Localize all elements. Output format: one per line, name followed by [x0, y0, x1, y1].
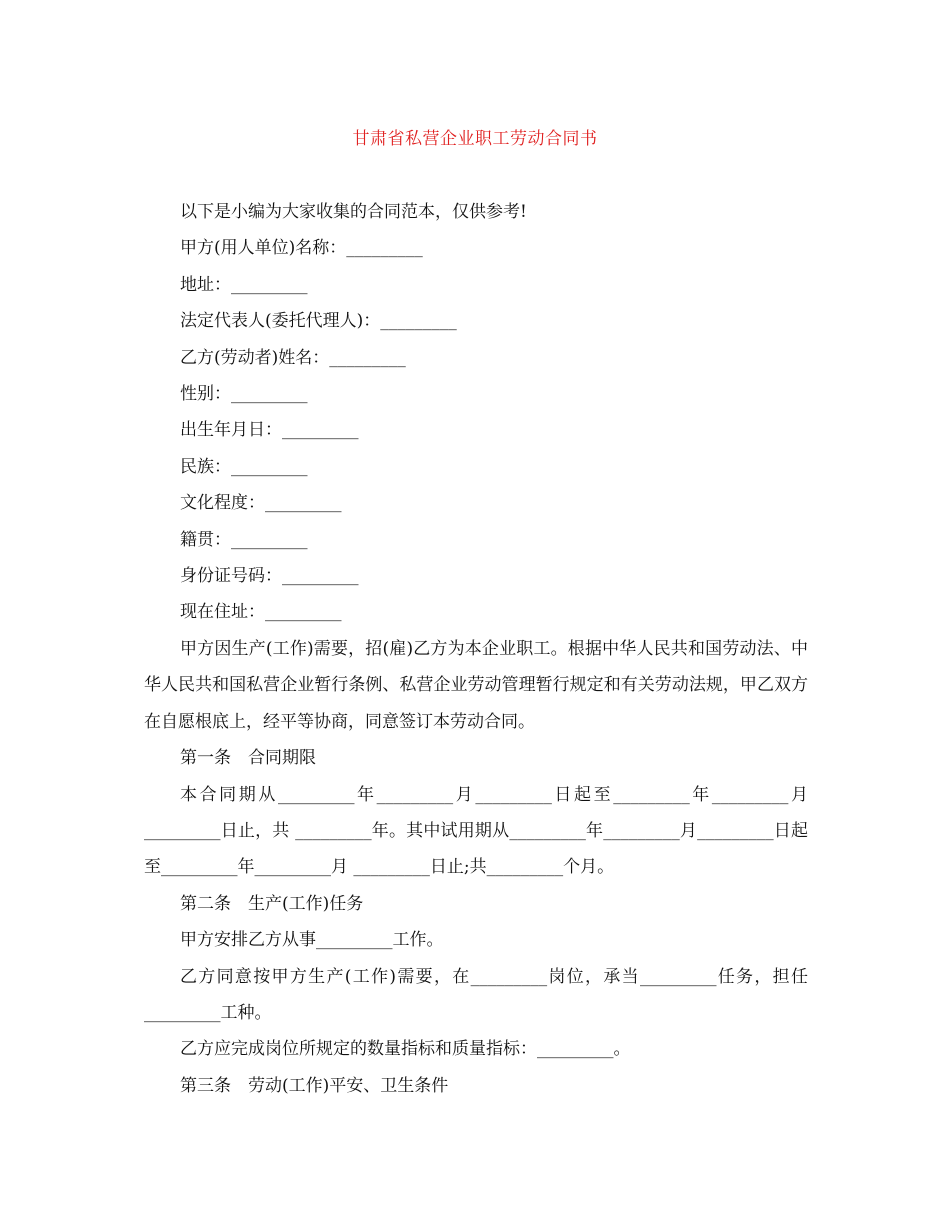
birth-date-field: 出生年月日：_________	[180, 420, 359, 441]
work-assignment-paragraph: 甲方安排乙方从事_________工作。	[180, 930, 444, 951]
intro-paragraph: 以下是小编为大家收集的合同范本，仅供参考!	[180, 202, 527, 222]
education-field: 文化程度：_________	[180, 493, 342, 514]
article-1-heading: 第一条 合同期限	[180, 748, 316, 769]
quota-paragraph: 乙方应完成岗位所规定的数量指标和质量指标：_________。	[180, 1039, 631, 1060]
contract-term-paragraph: 本合同期从_________年_________月_________日起至_________年_________月_________日止，共 _________年。其中试用期从_________年_________月_________日起至_________年_________月 _________日止;共_________个月。	[144, 784, 808, 878]
id-number-field: 身份证号码：_________	[180, 566, 359, 587]
gender-field: 性别：_________	[180, 384, 308, 405]
article-3-heading: 第三条 劳动(工作)平安、卫生条件	[180, 1075, 449, 1096]
native-place-field: 籍贯：_________	[180, 529, 308, 550]
current-address-field: 现在住址：_________	[180, 602, 342, 623]
document-body	[144, 194, 808, 1104]
document-title: 甘肃省私营企业职工劳动合同书	[352, 129, 598, 149]
party-b-name-field: 乙方(劳动者)姓名：_________	[180, 347, 406, 368]
preamble-paragraph: 甲方因生产(工作)需要，招(雇)乙方为本企业职工。根据中华人民共和国劳动法、中华人民共和国私营企业暂行条例、私营企业劳动管理暂行规定和有关劳动法规，甲乙双方在自愿根底上，经平等协商，同意签订本劳动合同。	[144, 638, 808, 732]
position-paragraph: 乙方同意按甲方生产(工作)需要，在_________岗位，承当_________任务，担任_________工种。	[144, 966, 808, 1023]
party-a-name-field: 甲方(用人单位)名称：_________	[180, 238, 423, 259]
legal-representative-field: 法定代表人(委托代理人)：_________	[180, 311, 457, 332]
ethnicity-field: 民族：_________	[180, 456, 308, 477]
address-field: 地址：_________	[180, 274, 308, 295]
article-2-heading: 第二条 生产(工作)任务	[180, 893, 364, 914]
